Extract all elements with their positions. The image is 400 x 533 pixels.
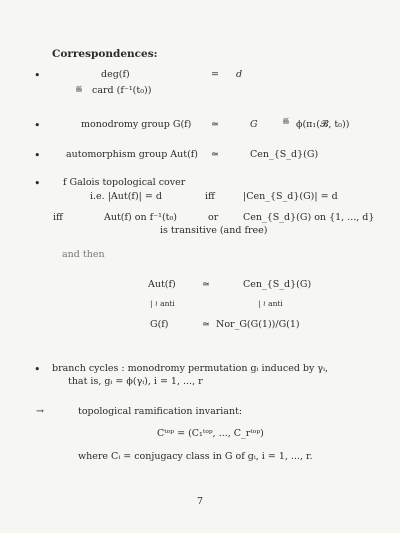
deg-def-mark: ≝ (75, 85, 83, 96)
arrow-icon: → (36, 406, 44, 417)
galois-cen-eq: |Cen_{S_d}(G)| = d (243, 191, 338, 202)
deg-card: card (f⁻¹(t₀)) (92, 85, 152, 96)
diagram-mid-left: | ≀ anti (150, 299, 175, 308)
diagram-bot-left: G(f) (150, 319, 169, 330)
diagram-top-left: Aut(f) (148, 279, 176, 290)
page-heading: Correspondences: (52, 48, 158, 60)
diagram-top-right: Cen_{S_d}(G) (243, 279, 312, 290)
bullet: • (34, 363, 41, 376)
page-number: 7 (197, 496, 204, 507)
topo-formula: Cᵗᵒᵖ = (C₁ᵗᵒᵖ, ..., C_rᵗᵒᵖ) (157, 428, 264, 439)
galois-ie: i.e. |Aut(f)| = d (90, 191, 162, 202)
auto-lhs: automorphism group Aut(f) (66, 149, 199, 160)
and-then: and then (62, 249, 105, 260)
deg-rel: = (211, 69, 219, 80)
galois-or: or (208, 212, 219, 223)
mono-def-mark: ≝ (282, 117, 290, 128)
branch-line2: that is, gᵢ = ϕ(γᵢ), i = 1, ..., r (68, 376, 203, 387)
bullet: • (34, 69, 41, 82)
diagram-mid-right: | ≀ anti (258, 299, 283, 308)
mono-rhs: G (250, 119, 258, 130)
bullet: • (34, 177, 41, 190)
topo-where: where Cᵢ = conjugacy class in G of gᵢ, i = 1, ..., r. (78, 451, 313, 462)
bullet: • (34, 119, 41, 132)
mono-rel: ≃ (211, 119, 219, 130)
deg-rhs: d (236, 69, 243, 80)
auto-rhs: Cen_{S_d}(G) (250, 149, 319, 160)
galois-title: f Galois topological cover (63, 177, 186, 188)
diagram-bot-rel: ≃ (202, 319, 210, 330)
mono-rhs2: ϕ(π₁(𝓑, t₀)) (296, 119, 350, 130)
galois-transitive: is transitive (and free) (160, 225, 268, 236)
mono-lhs: monodromy group G(f) (81, 119, 192, 130)
galois-iff1: iff (205, 191, 215, 202)
branch-line1: branch cycles : monodromy permutation gᵢ induced by γᵢ, (52, 363, 329, 374)
deg-lhs: deg(f) (101, 69, 130, 80)
diagram-top-rel: ≃ (202, 279, 210, 290)
galois-aut-on: Aut(f) on f⁻¹(t₀) (104, 212, 177, 223)
diagram-bot-right: Nor_G(G(1))/G(1) (216, 319, 300, 330)
bullet: • (34, 149, 41, 162)
auto-rel: ≃ (211, 149, 219, 160)
galois-iff2: iff (53, 212, 63, 223)
galois-cen-on: Cen_{S_d}(G) on {1, ..., d} (243, 212, 375, 223)
topo-title: topological ramification invariant: (78, 406, 243, 417)
